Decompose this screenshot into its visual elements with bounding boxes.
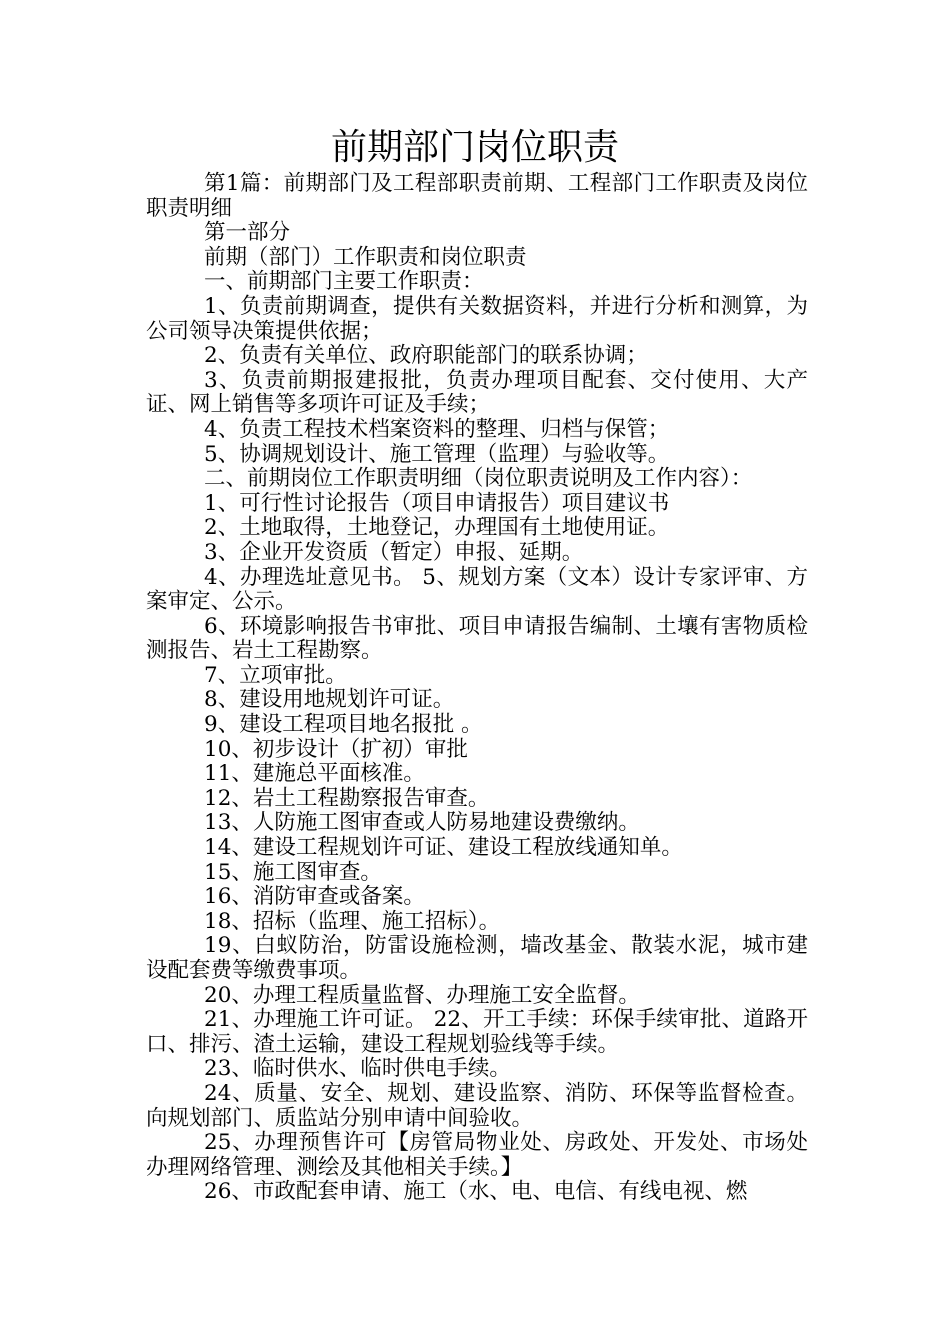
paragraph: 23、临时供水、临时供电手续。 <box>204 1056 511 1082</box>
paragraph: 21、办理施工许可证。 22、开工手续：环保手续审批、道路开口、排污、渣土运输，建设工程规划验线等手续。 <box>146 1007 808 1057</box>
paragraph: 6、环境影响报告书审批、项目申请报告编制、土壤有害物质检测报告、岩土工程勘察。 <box>146 613 808 664</box>
document-title: 前期部门岗位职责 <box>330 127 619 168</box>
paragraph: 第一部分 <box>204 220 291 246</box>
paragraph: 11、建施总平面核准。 <box>204 761 425 787</box>
paragraph: 二、前期岗位工作职责明细（岗位职责说明及工作内容）： <box>204 466 753 492</box>
paragraph: 前期（部门）工作职责和岗位职责 <box>204 244 527 270</box>
paragraph: 10、初步设计（扩初）审批 <box>204 736 468 762</box>
paragraph: 20、办理工程质量监督、办理施工安全监督。 <box>204 982 640 1008</box>
paragraph: 8、建设用地规划许可证。 <box>204 687 455 713</box>
paragraph: 13、人防施工图审查或人防易地建设费缴纳。 <box>204 810 640 836</box>
paragraph: 1、负责前期调查，提供有关数据资料，并进行分析和测算，为公司领导决策提供依据； <box>146 293 808 344</box>
paragraph: 19、白蚁防治，防雷设施检测，墙改基金、散装水泥，城市建设配套费等缴费事项。 <box>146 933 808 983</box>
paragraph: 3、企业开发资质（暂定）申报、延期。 <box>204 539 584 565</box>
paragraph: 4、办理选址意见书。 5、规划方案（文本）设计专家评审、方案审定、公示。 <box>146 564 808 615</box>
paragraph: 2、负责有关单位、政府职能部门的联系协调； <box>204 343 648 369</box>
paragraph: 12、岩土工程勘察报告审查。 <box>204 785 490 811</box>
paragraph: 16、消防审查或备案。 <box>204 884 425 910</box>
paragraph: 第1篇：前期部门及工程部职责前期、工程部门工作职责及岗位职责明细 <box>146 171 808 221</box>
paragraph: 26、市政配套申请、施工（水、电、电信、有线电视、燃 <box>204 1179 748 1205</box>
paragraph: 4、负责工程技术档案资料的整理、归档与保管； <box>204 416 670 442</box>
paragraph: 一、前期部门主要工作职责： <box>204 269 484 295</box>
paragraph: 1、可行性讨论报告（项目申请报告）项目建议书 <box>204 490 670 516</box>
paragraph: 3、负责前期报建报批，负责办理项目配套、交付使用、大产证、网上销售等多项许可证及手续； <box>146 367 808 418</box>
document-body <box>146 172 808 1205</box>
paragraph: 14、建设工程规划许可证、建设工程放线通知单。 <box>204 835 683 861</box>
paragraph: 25、办理预售许可【房管局物业处、房政处、开发处、市场处办理网络管理、测绘及其他相关手续。】 <box>146 1130 808 1180</box>
paragraph: 15、施工图审查。 <box>204 859 382 885</box>
paragraph: 18、招标（监理、施工招标）。 <box>204 908 501 934</box>
paragraph: 5、协调规划设计、施工管理（监理）与验收等。 <box>204 441 670 467</box>
paragraph: 24、质量、安全、规划、建设监察、消防、环保等监督检查。向规划部门、质监站分别申请中间验收。 <box>146 1080 808 1131</box>
paragraph: 7、立项审批。 <box>204 662 347 688</box>
paragraph: 2、土地取得，土地登记，办理国有土地使用证。 <box>204 515 670 541</box>
paragraph: 9、建设工程项目地名报批 。 <box>204 712 483 738</box>
